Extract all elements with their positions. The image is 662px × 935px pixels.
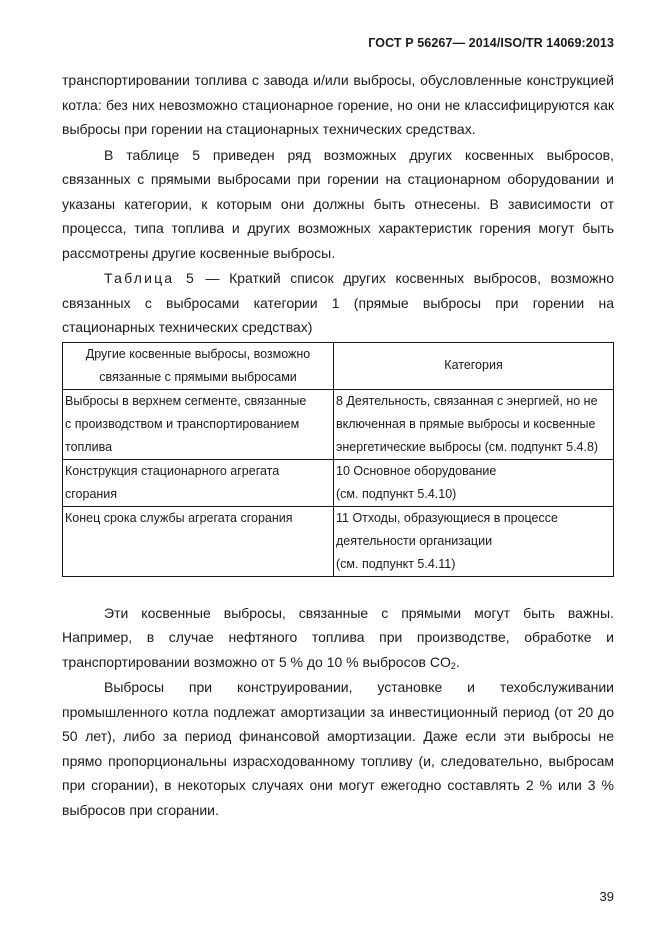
header-line: Другие косвенные выбросы, возможно [85, 346, 311, 361]
table-row [63, 459, 614, 506]
co2-subscript: 2 [450, 660, 456, 671]
category-cell [334, 506, 614, 576]
table-caption [62, 266, 614, 340]
paragraph-3 [62, 601, 614, 675]
document-header: ГОСТ Р 56267— 2014/ISO/TR 14069:2013 [368, 36, 614, 50]
cell-line: сгорания [65, 486, 118, 501]
cell-line: (см. подпункт 5.4.11) [336, 556, 456, 571]
header-line: связанные с прямыми выбросами [99, 369, 297, 384]
emission-cell [63, 389, 334, 459]
cell-line: Конец срока службы агрегата сгорания [65, 510, 293, 525]
emission-cell [63, 506, 334, 576]
paragraph-3-text: Эти косвенные выбросы, связанные с прямыми могут быть важны. Например, в случае нефтяного топлива при производстве, обработке и транспортировании возможно от 5 % до 10 % выбросов CO [62, 604, 614, 670]
cell-line: (см. подпункт 5.4.10) [336, 486, 457, 501]
paragraph-4: Выбросы при конструировании, установке и техобслуживании промышленного котла подлежат амортизации за инвестиционный период (от 20 до 50 лет), либо за период финансовой амортизации. Даже если эти выбросы не прямо пропорциональны израсходованному топливу (и, следовательно, выбросам при сгорании), в некоторых случаях они могут ежегодно составлять 2 % или 3 % выбросов при сгорании. [62, 679, 614, 818]
paragraph-2: В таблице 5 приведен ряд возможных других косвенных выбросов, связанных с прямыми выбросами при горении на стационарном оборудовании и указаны категории, к которым они должны быть отнесены. В зависимости от процесса, типа топлива и других возможных характеристик горения могут быть рассмотрены другие косвенные выбросы. [62, 146, 614, 261]
header-cell-emissions [63, 342, 334, 389]
cell-line: топлива [65, 439, 113, 454]
paragraph-1: транспортировании топлива с завода и/или выбросы, обусловленные конструкцией котла: без них невозможно стационарное горение, но они не классифицируются как выбросы при горении на стационарных технических средствах. [62, 72, 614, 137]
page-content [62, 68, 614, 822]
page-number: 39 [599, 889, 614, 904]
paragraph-3-end: . [455, 653, 460, 670]
table-row [63, 389, 614, 459]
cell-line: 10 Основное оборудование [336, 463, 497, 478]
cell-line: включенная в прямые выбросы и косвенные [336, 416, 596, 431]
table-row [63, 506, 614, 576]
table-header-row [63, 342, 614, 389]
cell-line: 11 Отходы, образующиеся в процессе [336, 510, 558, 525]
cell-line: энергетические выбросы (см. подпункт 5.4.8) [336, 439, 599, 454]
emissions-table [62, 342, 614, 577]
cell-line: с производством и транспортированием [65, 416, 300, 431]
cell-line: деятельности организации [336, 533, 493, 548]
emission-cell [63, 459, 334, 506]
category-cell [334, 459, 614, 506]
table-caption-text: — Краткий список других косвенных выбросов, возможно связанных с выбросами категории 1 (прямые выбросы при горении на стационарных технических средствах) [62, 270, 614, 335]
table-caption-label: Таблица 5 [104, 270, 197, 286]
category-cell [334, 389, 614, 459]
cell-line: 8 Деятельность, связанная с энергией, но не [336, 393, 598, 408]
header-cell-category: Категория [334, 342, 614, 389]
cell-line: Конструкция стационарного агрегата [65, 463, 280, 478]
cell-line: Выбросы в верхнем сегменте, связанные [65, 393, 307, 408]
